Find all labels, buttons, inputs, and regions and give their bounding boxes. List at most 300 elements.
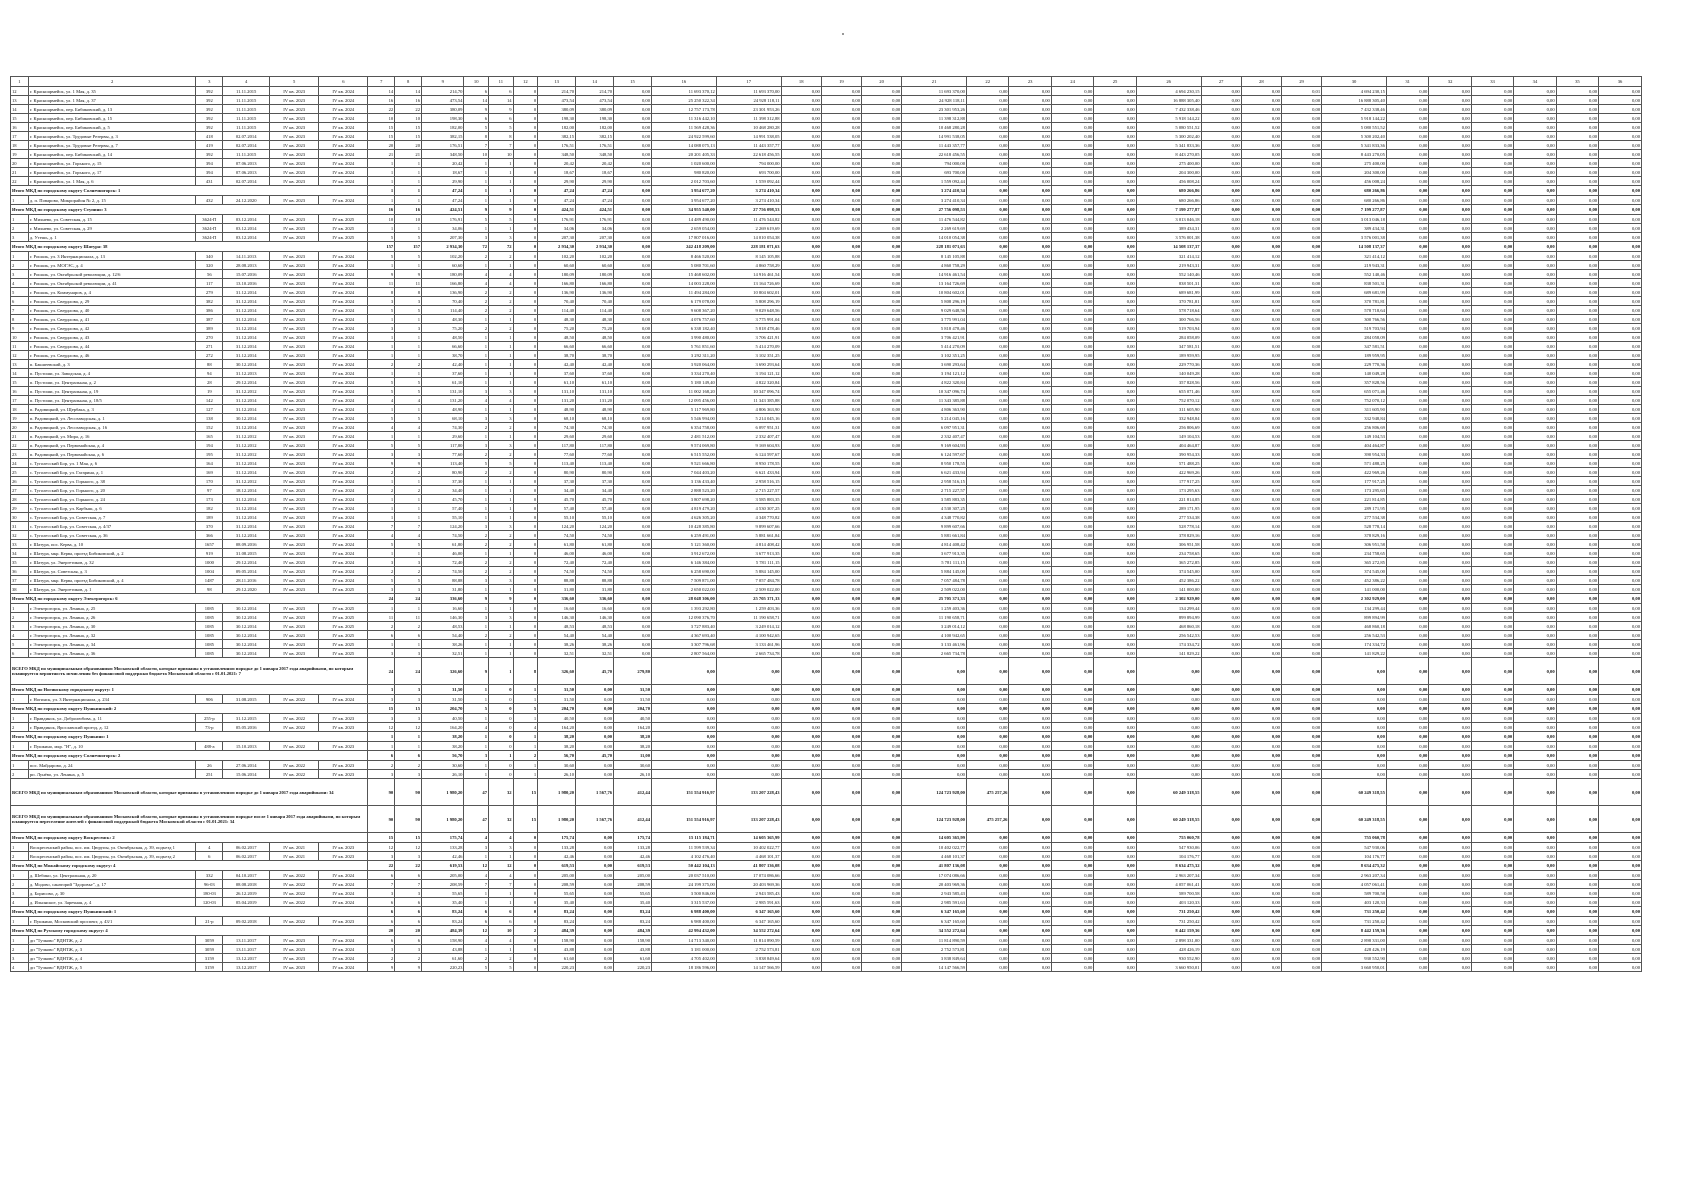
- table-cell: 0,00: [1051, 751, 1093, 761]
- table-cell: IV кв. 2023: [270, 168, 319, 177]
- table-cell: 0,00: [1599, 954, 1642, 963]
- table-cell: 0,00: [1556, 132, 1598, 141]
- table-cell: 0,00: [1051, 622, 1093, 631]
- table-cell: 0,00: [781, 751, 821, 761]
- table-cell: 0,00: [1009, 270, 1051, 279]
- table-cell: 619,53: [538, 861, 576, 871]
- table-cell: 321 414,12: [1322, 252, 1387, 261]
- table-cell: 136,90: [422, 288, 464, 297]
- table-cell: 0,00: [1094, 87, 1136, 96]
- table-cell: 0,00: [1514, 843, 1556, 852]
- table-cell: 0,00: [1471, 396, 1513, 405]
- table-cell: 0,00: [1514, 889, 1556, 898]
- table-cell: 0,00: [652, 704, 717, 714]
- table-cell: 38,26: [576, 640, 614, 649]
- table-cell: 0,00: [1471, 342, 1513, 351]
- table-cell: 1: [464, 486, 489, 495]
- address-cell: г. Рошаль, ул. Свердлова, д. 29: [28, 297, 196, 306]
- table-cell: 0,00: [1051, 549, 1093, 558]
- table-cell: 5 761 851,60: [652, 342, 717, 351]
- table-cell: 0,00: [1281, 806, 1321, 833]
- address-cell: с. Туголесский Бор, ул. 1 Мая, д. 6: [28, 459, 196, 468]
- table-cell: 731 250,42: [1136, 907, 1201, 917]
- table-cell: 0,00: [1386, 205, 1428, 215]
- table-cell: 11.11.2015: [223, 105, 270, 114]
- table-cell: 54,40: [422, 631, 464, 640]
- table-cell: IV кв. 2023: [270, 279, 319, 288]
- table-cell: 366: [196, 531, 223, 540]
- table-cell: 08.09.2016: [223, 540, 270, 549]
- table-cell: 61,80: [576, 540, 614, 549]
- table-cell: IV кв. 2022: [270, 695, 319, 704]
- table-cell: IV кв. 2024: [319, 150, 368, 159]
- address-cell: г. Шатура, пос. Керва, д. 10: [28, 540, 196, 549]
- table-cell: 14: [11, 369, 29, 378]
- table-cell: 0,00: [1429, 779, 1471, 806]
- table-cell: 8: [11, 315, 29, 324]
- table-cell: 0,00: [966, 613, 1008, 622]
- table-cell: 0,00: [1094, 567, 1136, 576]
- table-cell: 0,00: [1241, 723, 1281, 732]
- table-cell: 5: [489, 123, 514, 132]
- table-cell: 2: [489, 558, 514, 567]
- table-cell: 0,00: [1429, 889, 1471, 898]
- table-cell: 0,00: [1094, 917, 1136, 926]
- table-cell: 1085: [196, 613, 223, 622]
- table-cell: 0,00: [576, 861, 614, 871]
- table-cell: IV кв. 2024: [319, 459, 368, 468]
- table-cell: 0: [513, 387, 538, 396]
- table-cell: 0,00: [1009, 205, 1051, 215]
- table-cell: 2 509 022,00: [902, 585, 967, 594]
- table-cell: 6: [489, 87, 514, 96]
- table-cell: 394: [196, 168, 223, 177]
- table-row: [11, 513, 1642, 522]
- table-cell: 29.12.2014: [223, 558, 270, 567]
- table-cell: 0,00: [781, 945, 821, 954]
- table-row: [11, 177, 1642, 186]
- table-cell: 22: [395, 861, 422, 871]
- table-cell: 29,90: [538, 177, 576, 186]
- table-cell: 0,00: [614, 423, 652, 432]
- table-cell: 21: [368, 150, 395, 159]
- table-row: [11, 306, 1642, 315]
- table-cell: 0,00: [614, 495, 652, 504]
- table-cell: 0,00: [1281, 288, 1321, 297]
- table-cell: 0,00: [1429, 132, 1471, 141]
- table-cell: 0,00: [862, 695, 902, 704]
- table-cell: 0,00: [1514, 279, 1556, 288]
- table-cell: 6 146 384,00: [652, 558, 717, 567]
- table-cell: 0,00: [1094, 432, 1136, 441]
- table-cell: 14 088 075,13: [652, 141, 717, 150]
- table-cell: 0,00: [1514, 806, 1556, 833]
- table-cell: 1: [513, 685, 538, 695]
- subtotal-row: [11, 833, 1642, 843]
- address-cell: г. Правдинск, Ярославский проезд, д. 12: [28, 723, 196, 732]
- table-cell: 0,00: [1471, 168, 1513, 177]
- table-cell: 141 829,22: [1136, 649, 1201, 658]
- table-cell: 0: [513, 315, 538, 324]
- table-cell: 0,00: [1241, 261, 1281, 270]
- table-cell: 0,00: [614, 405, 652, 414]
- table-cell: 4 530 307,25: [716, 504, 781, 513]
- table-cell: 0,00: [1241, 779, 1281, 806]
- table-cell: IV кв. 2022: [270, 917, 319, 926]
- column-number: 19: [821, 77, 861, 87]
- table-cell: 24 928 118,11: [716, 96, 781, 105]
- table-cell: 2: [11, 770, 29, 779]
- table-cell: 0,00: [862, 342, 902, 351]
- table-cell: 4: [11, 279, 29, 288]
- table-cell: 5 818 478,46: [902, 324, 967, 333]
- table-cell: 0,00: [1514, 396, 1556, 405]
- table-cell: 0,00: [1094, 640, 1136, 649]
- table-cell: 0,00: [1599, 880, 1642, 889]
- table-cell: 0,00: [902, 704, 967, 714]
- table-cell: 0,00: [1429, 604, 1471, 613]
- table-cell: 1: [395, 159, 422, 168]
- table-cell: 0,00: [614, 177, 652, 186]
- table-cell: 0,00: [1556, 141, 1598, 150]
- table-cell: 0,00: [1386, 622, 1428, 631]
- table-cell: 189: [196, 513, 223, 522]
- table-cell: 0,00: [1471, 315, 1513, 324]
- table-cell: 0,00: [1556, 806, 1598, 833]
- address-cell: г. Рошаль, ул. Свердлова, д. 44: [28, 342, 196, 351]
- table-cell: 0,00: [862, 279, 902, 288]
- table-cell: 0: [513, 423, 538, 432]
- table-cell: 0,00: [781, 168, 821, 177]
- table-cell: IV кв. 2023: [270, 378, 319, 387]
- table-cell: IV кв. 2024: [319, 159, 368, 168]
- table-cell: 0,00: [1556, 405, 1598, 414]
- table-cell: 57,40: [576, 504, 614, 513]
- table-cell: 28 048 306,00: [652, 594, 717, 604]
- table-cell: 0,00: [966, 186, 1008, 196]
- table-cell: 0,00: [1599, 567, 1642, 576]
- table-cell: 0,00: [1471, 405, 1513, 414]
- table-cell: IV кв. 2023: [270, 631, 319, 640]
- table-cell: IV кв. 2023: [270, 342, 319, 351]
- table-cell: 0,00: [862, 495, 902, 504]
- table-cell: 0,00: [1514, 459, 1556, 468]
- table-cell: 0,00: [1201, 640, 1241, 649]
- table-cell: 1: [464, 495, 489, 504]
- table-cell: 0: [513, 576, 538, 585]
- table-cell: IV кв. 2023: [270, 405, 319, 414]
- table-row: [11, 723, 1642, 732]
- table-cell: 0,00: [1514, 342, 1556, 351]
- table-cell: IV кв. 2023: [270, 233, 319, 242]
- table-cell: 0,00: [1051, 378, 1093, 387]
- table-cell: 794 000,00: [902, 159, 967, 168]
- table-cell: 0: [513, 351, 538, 360]
- table-cell: 0,00: [1241, 270, 1281, 279]
- table-cell: 0,00: [1009, 279, 1051, 288]
- table-cell: 48,30: [538, 315, 576, 324]
- table-cell: 0,00: [1471, 907, 1513, 917]
- table-cell: 0: [513, 360, 538, 369]
- table-cell: 0,00: [1386, 261, 1428, 270]
- table-cell: 11 443 357,77: [902, 141, 967, 150]
- table-cell: 0,00: [966, 432, 1008, 441]
- table-cell: 0,00: [1556, 441, 1598, 450]
- table-cell: 15: [513, 779, 538, 806]
- table-cell: 0,00: [966, 954, 1008, 963]
- table-cell: 552 140,46: [1136, 270, 1201, 279]
- column-number: 32: [1429, 77, 1471, 87]
- table-cell: 8 950 178,55: [902, 459, 967, 468]
- table-cell: 794 000,00: [716, 159, 781, 168]
- subtotal-row: [11, 751, 1642, 761]
- table-cell: 0,00: [1051, 297, 1093, 306]
- table-cell: 0,00: [1094, 177, 1136, 186]
- table-cell: 0,00: [821, 450, 861, 459]
- table-cell: 0,00: [1556, 114, 1598, 123]
- table-cell: 0,00: [1599, 704, 1642, 714]
- table-cell: 0,00: [862, 704, 902, 714]
- table-cell: 1: [368, 168, 395, 177]
- table-cell: 4: [489, 396, 514, 405]
- table-cell: 0,00: [576, 761, 614, 770]
- table-cell: 48,53: [576, 622, 614, 631]
- table-cell: 13: [11, 96, 29, 105]
- table-cell: 0,00: [1201, 751, 1241, 761]
- table-cell: 0,00: [614, 196, 652, 205]
- table-cell: 655 071,46: [1322, 387, 1387, 396]
- table-cell: 0,00: [1471, 252, 1513, 261]
- table-cell: 0,00: [1281, 297, 1321, 306]
- table-cell: 11 343 385,88: [716, 396, 781, 405]
- table-cell: 0,00: [1009, 531, 1051, 540]
- table-cell: 0,00: [1281, 150, 1321, 159]
- table-cell: 207,30: [576, 233, 614, 242]
- table-cell: 0,00: [1094, 558, 1136, 567]
- table-cell: 11: [395, 279, 422, 288]
- table-cell: 83,24: [422, 917, 464, 926]
- table-cell: 0,00: [1201, 306, 1241, 315]
- table-cell: 0,00: [1201, 732, 1241, 742]
- table-cell: 0,00: [652, 723, 717, 732]
- table-cell: 0,00: [1322, 723, 1387, 732]
- table-cell: 0,00: [1051, 360, 1093, 369]
- table-cell: 289 171,95: [1322, 504, 1387, 513]
- table-cell: 0: [513, 649, 538, 658]
- table-cell: 0,00: [1201, 477, 1241, 486]
- table-cell: 0,00: [1386, 936, 1428, 945]
- column-number: 2: [28, 77, 196, 87]
- table-cell: 0,00: [1514, 423, 1556, 432]
- table-cell: 4 694 230,15: [1136, 87, 1201, 96]
- table-cell: 38,70: [422, 351, 464, 360]
- table-cell: 0,00: [781, 495, 821, 504]
- table-cell: 0,00: [781, 96, 821, 105]
- table-cell: 0,00: [1386, 640, 1428, 649]
- table-cell: 114,40: [576, 306, 614, 315]
- table-cell: 4: [464, 396, 489, 405]
- table-cell: 0,00: [966, 242, 1008, 252]
- table-cell: 428 426,19: [1136, 945, 1201, 954]
- table-cell: 45,70: [576, 658, 614, 685]
- table-cell: 0,00: [966, 177, 1008, 186]
- table-cell: 0: [513, 631, 538, 640]
- table-cell: 277 534,38: [1136, 513, 1201, 522]
- column-number: 33: [1471, 77, 1513, 87]
- table-cell: 0,00: [1386, 105, 1428, 114]
- table-cell: 16,60: [576, 604, 614, 613]
- table-cell: 0,00: [781, 963, 821, 972]
- table-cell: 0,00: [1386, 594, 1428, 604]
- table-cell: 47,24: [538, 196, 576, 205]
- table-cell: 30.12.2014: [223, 360, 270, 369]
- table-cell: 0,00: [614, 141, 652, 150]
- table-cell: 90: [395, 806, 422, 833]
- table-cell: 348,50: [538, 150, 576, 159]
- table-cell: 412,44: [614, 806, 652, 833]
- table-cell: 0: [513, 833, 538, 843]
- table-row: [11, 150, 1642, 159]
- table-cell: 0,00: [1386, 159, 1428, 168]
- table-cell: 3: [11, 954, 29, 963]
- table-cell: 347 581,51: [1322, 342, 1387, 351]
- table-cell: 6 988 400,00: [652, 917, 717, 926]
- table-cell: 8: [464, 132, 489, 141]
- table-cell: 175,74: [614, 833, 652, 843]
- table-cell: 11.11.2015: [223, 96, 270, 105]
- table-cell: 578 718,64: [1322, 306, 1387, 315]
- table-cell: 10 804 602,01: [716, 288, 781, 297]
- table-cell: 61,10: [422, 378, 464, 387]
- table-cell: 3: [11, 270, 29, 279]
- table-cell: 3: [464, 414, 489, 423]
- table-cell: 14 010 054,38: [902, 233, 967, 242]
- table-cell: 0,00: [1514, 215, 1556, 224]
- table-cell: 0,00: [1009, 96, 1051, 105]
- table-cell: 38,26: [538, 640, 576, 649]
- table-cell: 930 552,90: [1136, 954, 1201, 963]
- table-cell: 0,00: [1322, 658, 1387, 685]
- table-cell: 0,00: [1241, 871, 1281, 880]
- table-cell: 0,00: [966, 459, 1008, 468]
- table-cell: 0,00: [1281, 751, 1321, 761]
- table-cell: 5 214 045,16: [716, 414, 781, 423]
- table-cell: 0,00: [1094, 324, 1136, 333]
- table-cell: 0,00: [614, 315, 652, 324]
- table-cell: 0,00: [821, 96, 861, 105]
- table-cell: 0,00: [966, 945, 1008, 954]
- table-cell: 0,00: [1386, 150, 1428, 159]
- table-cell: 0,00: [1241, 369, 1281, 378]
- table-row: [11, 936, 1642, 945]
- table-cell: 07.06.2013: [223, 159, 270, 168]
- table-cell: 0,00: [1599, 613, 1642, 622]
- table-cell: 0,00: [1322, 685, 1387, 695]
- table-cell: 13.12.2017: [223, 954, 270, 963]
- table-cell: 0,00: [1009, 351, 1051, 360]
- table-cell: 619,53: [614, 861, 652, 871]
- table-cell: 0,00: [862, 531, 902, 540]
- table-cell: 0,00: [1599, 252, 1642, 261]
- table-cell: 0,00: [1556, 342, 1598, 351]
- table-cell: 0,00: [1514, 233, 1556, 242]
- table-cell: 0,00: [1599, 378, 1642, 387]
- table-cell: 5 884 145,00: [716, 567, 781, 576]
- table-cell: 0,00: [1201, 504, 1241, 513]
- table-cell: 7: [395, 522, 422, 531]
- table-cell: 0,00: [1471, 123, 1513, 132]
- table-cell: 251: [196, 770, 223, 779]
- table-cell: 404 464,87: [1322, 441, 1387, 450]
- table-cell: 173: [196, 495, 223, 504]
- table-cell: 0,00: [1201, 414, 1241, 423]
- table-cell: 30.12.2014: [223, 622, 270, 631]
- table-cell: 0,00: [1094, 622, 1136, 631]
- table-cell: 12 757 173,78: [652, 105, 717, 114]
- table-cell: 0,00: [1201, 369, 1241, 378]
- table-cell: 0,00: [1429, 423, 1471, 432]
- table-cell: 0,00: [1009, 369, 1051, 378]
- table-cell: 11 814 890,59: [716, 936, 781, 945]
- table-cell: 13.11.2017: [223, 936, 270, 945]
- table-cell: 0,00: [1201, 288, 1241, 297]
- table-cell: 0,00: [1051, 105, 1093, 114]
- table-cell: IV кв. 2023: [270, 468, 319, 477]
- table-cell: 0,00: [1094, 459, 1136, 468]
- table-cell: 0,00: [821, 880, 861, 889]
- table-cell: 0,00: [1556, 723, 1598, 732]
- table-cell: 5: [489, 215, 514, 224]
- table-cell: 0,00: [781, 558, 821, 567]
- table-cell: 0,00: [862, 843, 902, 852]
- table-cell: 0,00: [966, 224, 1008, 233]
- table-cell: 0,00: [1386, 504, 1428, 513]
- table-cell: 0,00: [1556, 594, 1598, 604]
- table-cell: 0,00: [781, 387, 821, 396]
- table-cell: 0,00: [1094, 843, 1136, 852]
- table-row: [11, 405, 1642, 414]
- table-cell: 23: [11, 450, 29, 459]
- table-cell: 0,00: [1009, 513, 1051, 522]
- table-row: [11, 852, 1642, 861]
- table-cell: 412,44: [614, 779, 652, 806]
- table-cell: 0,00: [1556, 649, 1598, 658]
- table-cell: 0,00: [1051, 770, 1093, 779]
- table-cell: 0,00: [781, 360, 821, 369]
- table-cell: 0,00: [1094, 477, 1136, 486]
- table-cell: 0,00: [966, 917, 1008, 926]
- address-cell: г. Красноармейск, ул. 1 Мая, д. 37: [28, 96, 196, 105]
- table-cell: 31.12.2014: [223, 396, 270, 405]
- table-cell: 655 071,46: [1136, 387, 1201, 396]
- table-cell: 3 775 991,04: [902, 315, 967, 324]
- table-cell: 0,00: [1201, 852, 1241, 861]
- table-cell: 3: [464, 751, 489, 761]
- table-cell: 0: [513, 215, 538, 224]
- table-cell: 17 074 086,66: [902, 871, 967, 880]
- table-cell: 0,00: [1094, 132, 1136, 141]
- table-cell: 15: [395, 123, 422, 132]
- table-cell: 0,00: [1051, 843, 1093, 852]
- table-cell: 35: [11, 558, 29, 567]
- table-cell: 0,00: [1051, 186, 1093, 196]
- table-cell: 1: [464, 770, 489, 779]
- table-cell: 0,00: [1429, 852, 1471, 861]
- table-cell: 3159: [196, 963, 223, 972]
- table-cell: 214,70: [576, 87, 614, 96]
- table-cell: 0,00: [1556, 87, 1598, 96]
- table-cell: 0,00: [652, 732, 717, 742]
